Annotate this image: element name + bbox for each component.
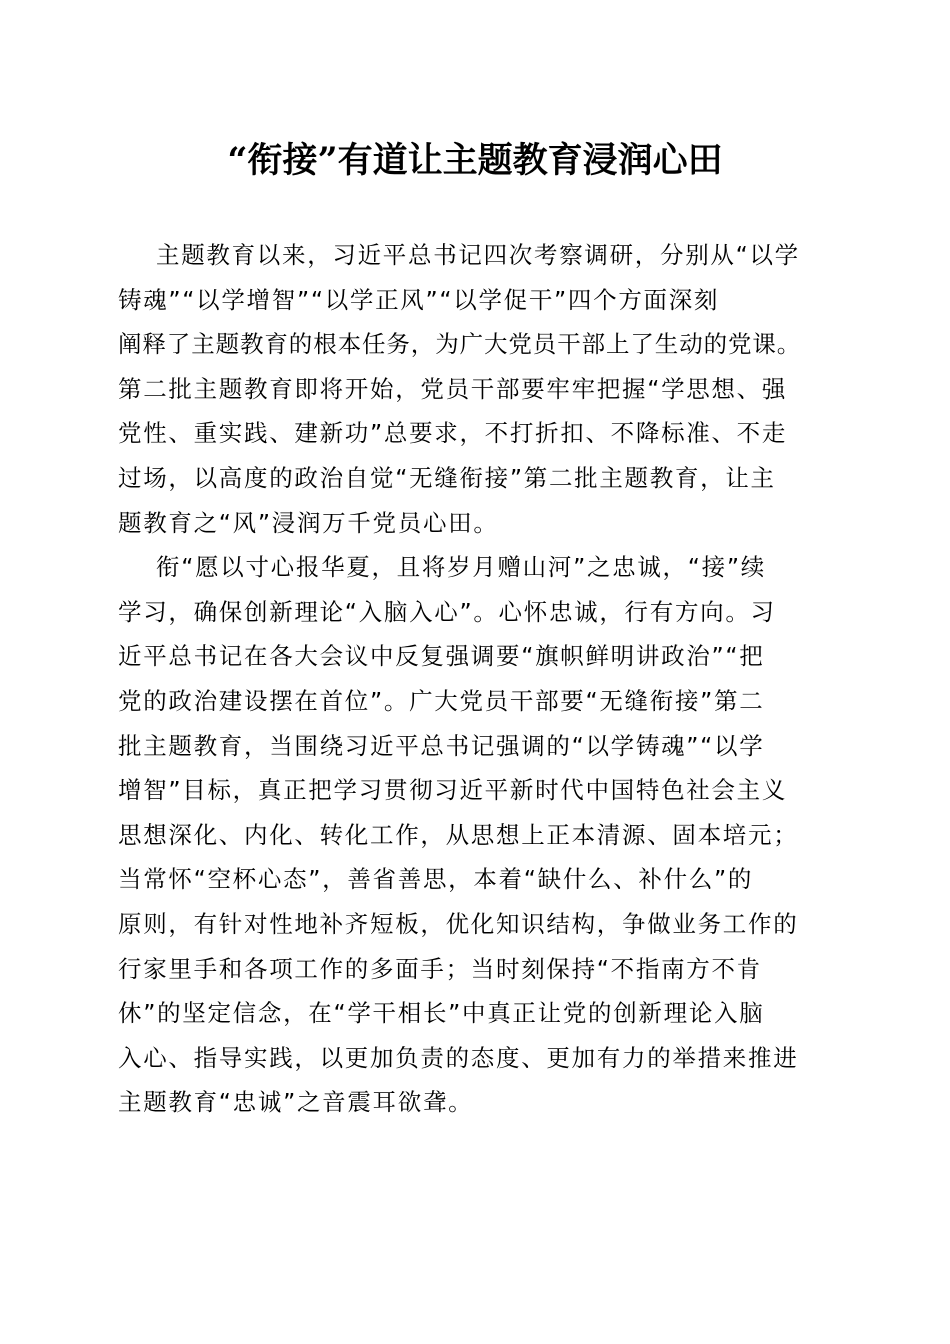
document-body: [118, 233, 836, 1214]
paragraph-line: 休”的坚定信念，在“学干相长”中真正让党的创新理论入脑: [118, 999, 765, 1028]
paragraph-line: 党性、重实践、建新功”总要求，不打折扣、不降标准、不走: [118, 419, 788, 448]
paragraph-line: 原则，有针对性地补齐短板，优化知识结构，争做业务工作的: [118, 909, 799, 938]
paragraph-line: 主题教育“忠诚”之音震耳欲聋。: [118, 1088, 474, 1117]
paragraph-line: 过场，以高度的政治自觉“无缝衔接”第二批主题教育，让主: [118, 463, 776, 492]
paragraph-line: 近平总书记在各大会议中反复强调要“旗帜鲜明讲政治”“把: [118, 642, 765, 671]
paragraph-line: 主题教育以来，习近平总书记四次考察调研，分别从“以学: [156, 241, 800, 269]
paragraph-line: 党的政治建设摆在首位”。广大党员干部要“无缝衔接”第二: [118, 686, 765, 715]
paragraph-line: 入心、指导实践，以更加负责的态度、更加有力的举措来推进: [118, 1043, 799, 1072]
paragraph-line: [118, 1125, 836, 1170]
paragraph-line: 批主题教育，当围绕习近平总书记强调的“以学铸魂”“以学: [118, 731, 765, 760]
paragraph-line: 衔“愿以寸心报华夏，且将岁月赠山河”之忠诚，“接”续: [156, 553, 766, 582]
paragraph-line: 阐释了主题教育的根本任务，为广大党员干部上了生动的党课。: [118, 330, 802, 359]
paragraph-1: [118, 233, 836, 545]
paragraph-line: 思想深化、内化、转化工作，从思想上正本清源、固本培元；: [118, 820, 799, 849]
document-title: “衔接”有道让主题教育浸润心田: [227, 140, 723, 181]
paragraph-line: 当常怀“空杯心态”，善省善思，本着“缺什么、补什么”的: [118, 865, 754, 894]
paragraph-line: 第二批主题教育即将开始，党员干部要牢牢把握“学思想、强: [118, 374, 788, 403]
paragraph-2: [118, 545, 836, 1214]
paragraph-line: [118, 1169, 836, 1214]
paragraph-line: 铸魂”“以学增智”“以学正风”“以学促干”四个方面深刻: [118, 285, 720, 314]
paragraph-line: 增智”目标，真正把学习贯彻习近平新时代中国特色社会主义: [118, 776, 788, 805]
paragraph-line: 学习，确保创新理论“入脑入心”。心怀忠诚，行有方向。习: [118, 597, 776, 626]
paragraph-line: 行家里手和各项工作的多面手；当时刻保持“不指南方不肯: [118, 954, 762, 983]
paragraph-line: 题教育之“风”浸润万千党员心田。: [118, 508, 499, 537]
